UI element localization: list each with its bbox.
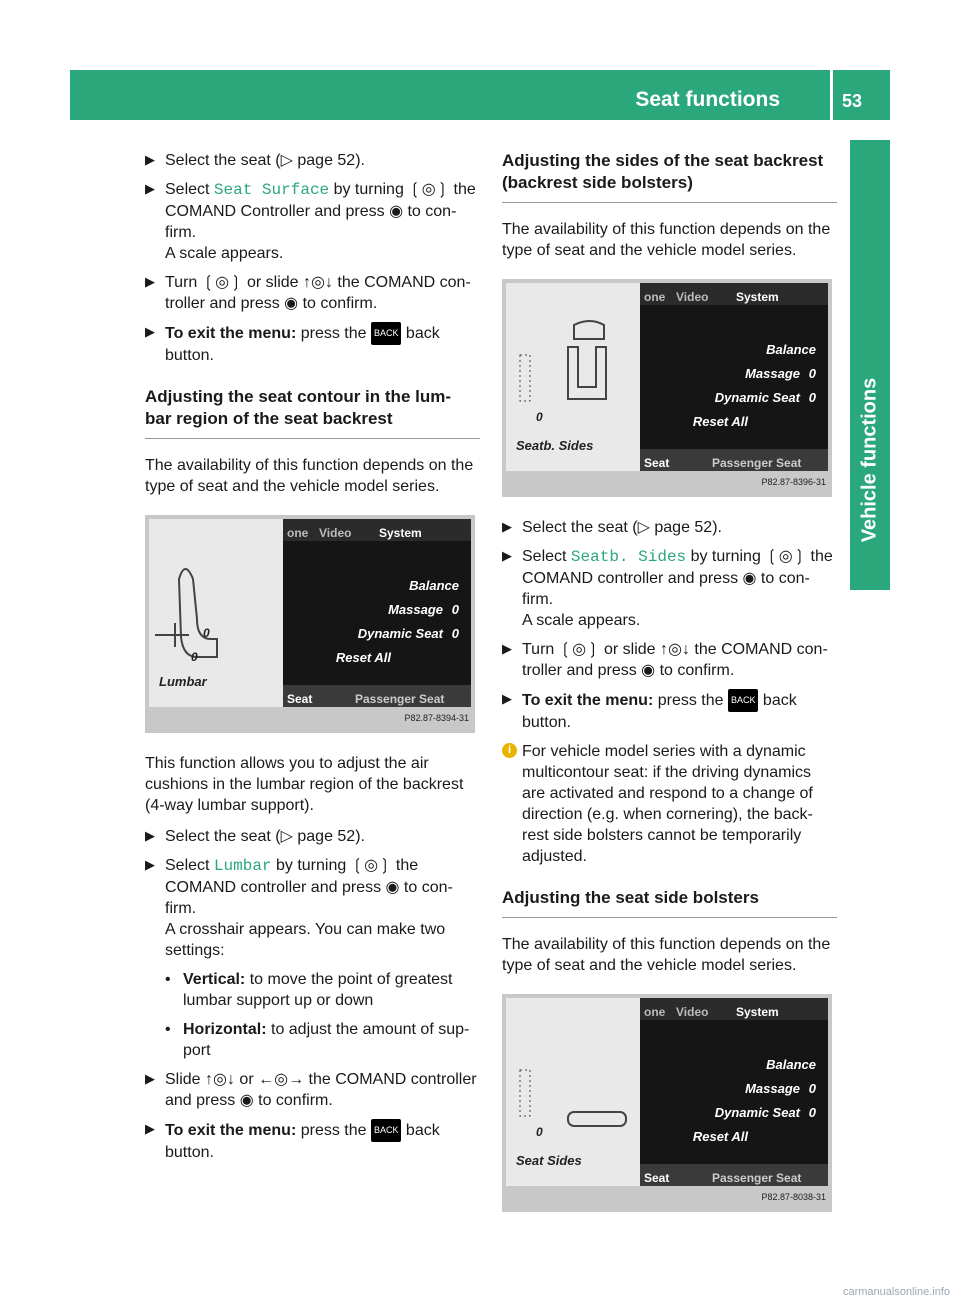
screen-bottom-bar: Seat Passenger Seat bbox=[283, 685, 471, 707]
figure-label: Lumbar bbox=[159, 674, 207, 689]
arrow-icon: ▶ bbox=[145, 1071, 155, 1086]
menu-code: Lumbar bbox=[213, 857, 272, 875]
menu-code: Seat Surface bbox=[213, 181, 330, 199]
sub-item: • Vertical: to move the point of greatest lumbar support up or down bbox=[165, 971, 453, 1009]
bullet-icon: • bbox=[165, 971, 171, 988]
arrow-icon: ▶ bbox=[145, 274, 155, 289]
figure-label: Seatb. Sides bbox=[516, 438, 594, 453]
figure-code: P82.87-8394-31 bbox=[404, 713, 469, 723]
bullet-icon: • bbox=[165, 1021, 171, 1038]
paragraph: This function allows you to adjust the air cushions in the lumbar region of the backrest (4-way lumbar support). bbox=[145, 755, 464, 814]
screen-tabs: one Video System bbox=[640, 998, 828, 1020]
info-icon: i bbox=[502, 743, 517, 758]
site-watermark: carmanualsonline.info bbox=[842, 1286, 950, 1298]
list-item: ▶ Select Lumbar by turning ❲◎❳ the COMAND controller and press ◉ to con- firm. A crosshair appears. You can make two settings: bbox=[145, 855, 480, 961]
list-item: ▶ Select Seat Surface by turning ❲◎❳ the COMAND Controller and press ◉ to con- firm. A scale appears. bbox=[145, 179, 480, 264]
info-note: i For vehicle model series with a dynamic multicontour seat: if the driving dynamics are activated and respond to a change of direction (e.g. when cornering), the back- rest side bolsters cannot be temporarily adjusted. bbox=[502, 741, 837, 867]
back-key-icon: BACK bbox=[728, 689, 759, 712]
left-column bbox=[145, 150, 480, 1171]
arrow-icon: ▶ bbox=[502, 519, 512, 534]
value-zero: 0 bbox=[536, 1125, 543, 1139]
paragraph: The availability of this function depends on the type of seat and the vehicle model series. bbox=[502, 221, 831, 259]
section-title: Adjusting the seat contour in the lum- bar region of the seat backrest bbox=[145, 386, 480, 439]
arrow-icon: ▶ bbox=[502, 691, 512, 706]
sub-item: • Horizontal: to adjust the amount of sup- port bbox=[165, 1021, 470, 1059]
section-title: Adjusting the sides of the seat backrest (backrest side bolsters) bbox=[502, 150, 837, 203]
paragraph: The availability of this function depends on the type of seat and the vehicle model series. bbox=[502, 936, 831, 974]
paragraph: The availability of this function depends on the type of seat and the vehicle model series. bbox=[145, 457, 474, 495]
list-item: ▶ To exit the menu: press the BACK back button. bbox=[145, 322, 480, 366]
list-item: ▶ To exit the menu: press the BACK back button. bbox=[145, 1119, 480, 1163]
figure-code: P82.87-8396-31 bbox=[761, 477, 826, 487]
list-item: ▶ Select the seat (▷ page 52). bbox=[502, 517, 837, 538]
figure-seat-sides bbox=[502, 994, 832, 1212]
section-title: Adjusting the seat side bolsters bbox=[502, 887, 837, 918]
arrow-icon: ▶ bbox=[145, 181, 155, 196]
back-key-icon: BACK bbox=[371, 322, 402, 345]
arrow-icon: ▶ bbox=[145, 828, 155, 843]
screen-bottom-bar: Seat Passenger Seat bbox=[640, 1164, 828, 1186]
list-item: ▶ Turn ❲◎❳ or slide ↑◎↓ the COMAND con- troller and press ◉ to confirm. bbox=[502, 639, 837, 681]
arrow-icon: ▶ bbox=[502, 548, 512, 563]
side-tab-label: Vehicle functions bbox=[858, 377, 881, 543]
value-zero: 0 bbox=[191, 650, 198, 664]
value-zero: 0 bbox=[536, 410, 543, 424]
list-item: ▶ Turn ❲◎❳ or slide ↑◎↓ the COMAND con- troller and press ◉ to confirm. bbox=[145, 272, 480, 314]
screen-bottom-bar: Seat Passenger Seat bbox=[640, 449, 828, 471]
menu-code: Seatb. Sides bbox=[570, 548, 687, 566]
arrow-icon: ▶ bbox=[145, 857, 155, 872]
seat-diagram-panel bbox=[506, 998, 640, 1186]
list-item: ▶ Select the seat (▷ page 52). bbox=[145, 826, 480, 847]
back-key-icon: BACK bbox=[371, 1119, 402, 1142]
right-column bbox=[502, 150, 837, 1232]
header-title: Seat functions bbox=[635, 88, 780, 111]
figure-backrest-sides bbox=[502, 279, 832, 497]
arrow-icon: ▶ bbox=[502, 641, 512, 656]
screen-panel: one Video System NE Balance Massage 0 Dynamic Seat 0 Reset All Seat Passenger Seat bbox=[283, 519, 471, 707]
figure-code: P82.87-8038-31 bbox=[761, 1192, 826, 1202]
screen-panel: one Video System Balance Massage 0 Dynamic Seat 0 Reset All Seat Passenger Seat bbox=[640, 283, 828, 471]
page-number: 53 bbox=[842, 91, 863, 111]
screen-tabs: one Video System bbox=[640, 283, 828, 305]
arrow-icon: ▶ bbox=[145, 152, 155, 167]
arrow-icon: ▶ bbox=[145, 1121, 155, 1136]
list-item: ▶ Select Seatb. Sides by turning ❲◎❳ the COMAND controller and press ◉ to con- firm. A scale appears. bbox=[502, 546, 837, 631]
value-zero: 0 bbox=[203, 626, 210, 640]
figure-label: Seat Sides bbox=[516, 1153, 582, 1168]
screen-tabs: one Video System NE bbox=[283, 519, 471, 541]
arrow-icon: ▶ bbox=[145, 324, 155, 339]
screen-panel: one Video System Balance Massage 0 Dynamic Seat 0 Reset All Seat Passenger Seat bbox=[640, 998, 828, 1186]
seat-diagram-panel bbox=[149, 519, 283, 707]
figure-lumbar bbox=[145, 504, 475, 733]
header-separator bbox=[830, 70, 833, 120]
list-item: ▶ Slide ↑◎↓ or ←◎→ the COMAND controller and press ◉ to confirm. bbox=[145, 1069, 480, 1111]
list-item: ▶ To exit the menu: press the BACK back button. bbox=[502, 689, 837, 733]
seat-diagram-panel bbox=[506, 283, 640, 471]
list-item: ▶ Select the seat (▷ page 52). bbox=[145, 150, 480, 171]
